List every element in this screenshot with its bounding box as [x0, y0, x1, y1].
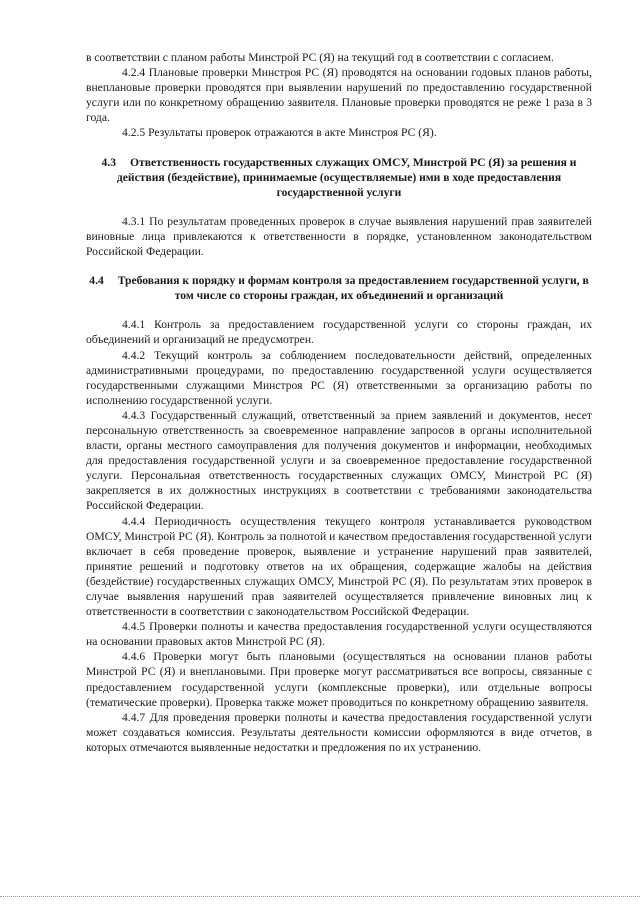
- section-title: Ответственность государственных служащих ОМСУ, Минстрой РС (Я) за решения и действия (бездействие), принимаемые (осуществляемые) ими в ходе предоставления государственной услуги: [116, 155, 577, 199]
- section-heading-4-4: [86, 273, 592, 303]
- section-number: 4.3: [101, 155, 116, 169]
- paragraph-4-2-4: 4.2.4 Плановые проверки Минстроя РС (Я) проводятся на основании годовых планов работы, внеплановые проверки проводятся при выявлении нарушений по предоставлению государственной услуги или по конкретному обращению заявителя. Плановые проверки проводятся не реже 1 раза в 3 года.: [86, 66, 592, 125]
- paragraph-4-4-5: 4.4.5 Проверки полноты и качества предоставления государственной услуги осуществляются на основании правовых актов Минстрой РС (Я).: [86, 620, 592, 649]
- paragraph-4-4-6: 4.4.6 Проверки могут быть плановыми (осуществляться на основании планов работы Минстрой РС (Я) и внеплановыми. При проверке могут рассматриваться все вопросы, связанные с предоставлением государственной услуги (комплексные проверки), или отдельные вопросы (тематические проверки). Проверка также может проводиться по конкретному обращению заявителя.: [86, 650, 592, 709]
- section-number: 4.4: [89, 274, 104, 288]
- paragraph-4-3-1: 4.3.1 По результатам проведенных проверок в случае выявления нарушений прав заявителей виновные лица привлекаются к ответственности в порядке, установленном законодательством Российской Федерации.: [86, 214, 592, 259]
- page-bottom-divider: [0, 896, 640, 897]
- paragraph-4-4-1: 4.4.1 Контроль за предоставлением государственной услуги со стороны граждан, их объединений и организаций не предусмотрен.: [86, 318, 592, 347]
- paragraph-4-4-2: 4.4.2 Текущий контроль за соблюдением последовательности действий, определенных административными процедурами, по предоставлению государственной услуги осуществляется государственными служащими Минстроя РС (Я) ответственными за организацию работы по исполнению государственной услуги.: [86, 348, 592, 407]
- section-title: Требования к порядку и формам контроля за предоставлением государственной услуги, в том числе со стороны граждан, их объединений и организаций: [117, 274, 589, 303]
- paragraph-4-4-7: 4.4.7 Для проведения проверки полноты и качества предоставления государственной услуги может создаваться комиссия. Результаты деятельности комиссии оформляются в виде отчетов, в которых отмечаются выявленные недостатки и предложения по их устранению.: [86, 710, 592, 754]
- paragraph-4-4-4: 4.4.4 Периодичность осуществления текущего контроля устанавливается руководством ОМСУ, Минстрой РС (Я). Контроль за полнотой и качеством предоставления государственной услуги включает в себя проведение проверок, выявление и устранение нарушений прав заявителей, принятие решений и подготовку ответов на их обращения, содержащие жалобы на действия (бездействие) государственных служащих ОМСУ, Минстрой РС (Я). По результатам этих проверок в случае выявления нарушений прав заявителей осуществляется привлечение виновных лиц к ответственности в соответствии с законодательством Российской Федерации.: [86, 514, 592, 619]
- document-page: [86, 50, 592, 755]
- section-heading-4-3: [86, 155, 592, 200]
- paragraph-4-2-5: 4.2.5 Результаты проверок отражаются в акте Минстроя РС (Я).: [122, 126, 437, 140]
- paragraph-continuation: в соответствии с планом работы Минстрой РС (Я) на текущий год в соответствии с согласием.: [86, 51, 554, 64]
- paragraph-4-4-3: 4.4.3 Государственный служащий, ответственный за прием заявлений и документов, несет персональную ответственность за своевременное направление запросов в органы исполнительной власти, органы местного самоуправления для получения документов и информации, необходимых для предоставления государственной услуги и за своевременное предоставление государственной услуги. Персональная ответственность государственных служащих ОМСУ, Минстрой РС (Я) закрепляется в их должностных инструкциях в соответствии с требованиями законодательства Российской Федерации.: [86, 408, 592, 513]
